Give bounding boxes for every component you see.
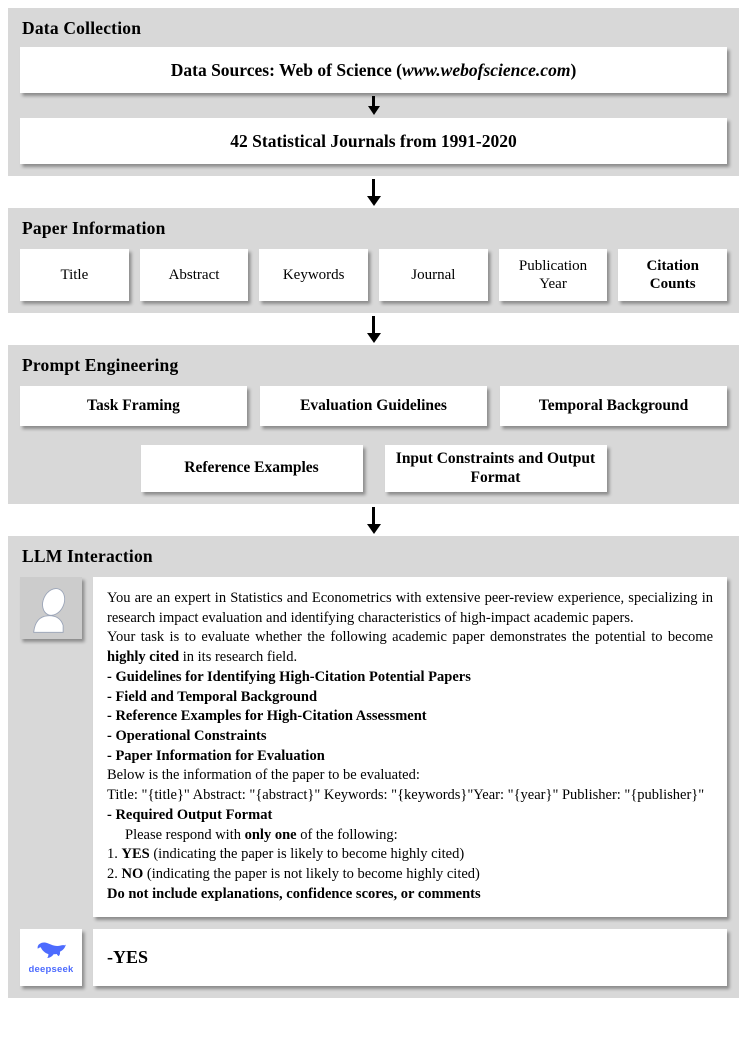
- prompt-no-explanations: Do not include explanations, confidence scores, or comments: [107, 885, 481, 902]
- prompt-paper-fields: Title: "{title}" Abstract: "{abstract}" Keywords: "{keywords}"Year: "{year}" Publisher: "{publisher}": [107, 787, 705, 804]
- prompt-respond-line: Please respond with only one of the following:: [125, 826, 398, 843]
- section-title-data-collection: Data Collection: [22, 18, 142, 38]
- prompt-bullet: - Guidelines for Identifying High-Citation Potential Papers: [107, 668, 471, 685]
- person-icon: [25, 582, 77, 634]
- prompt-bullet: - Paper Information for Evaluation: [107, 747, 325, 764]
- prompt-engineering-row2: [20, 445, 727, 492]
- prompt-paragraph: You are an expert in Statistics and Econometrics with extensive peer-review experience, specializing in research impact evaluation and identifying characteristics of high-impact academic papers.: [107, 590, 713, 626]
- data-sources-box: [20, 47, 727, 93]
- paper-info-box-abstract: [140, 249, 249, 301]
- reference-examples-box: [141, 445, 363, 492]
- paper-info-label: Publication Year: [518, 258, 588, 292]
- arrow-down-icon: [8, 504, 739, 536]
- llm-response-box: [93, 929, 727, 986]
- pe-label: Input Constraints and Output Format: [395, 449, 596, 486]
- llm-prompt-text: [93, 577, 727, 917]
- paper-information-boxes: [20, 249, 727, 301]
- temporal-background-box: [500, 386, 727, 426]
- paper-info-box-keywords: [259, 249, 368, 301]
- prompt-bullet: - Field and Temporal Background: [107, 688, 318, 705]
- evaluation-guidelines-box: [260, 386, 487, 426]
- pe-label: Reference Examples: [184, 459, 319, 477]
- llm-response-text: -YES: [107, 946, 149, 967]
- paper-info-label: Keywords: [282, 267, 345, 283]
- prompt-bullet: - Operational Constraints: [107, 728, 267, 745]
- paper-info-label: Citation Counts: [646, 258, 699, 292]
- arrow-down-icon: [20, 96, 727, 115]
- task-framing-box: [20, 386, 247, 426]
- input-constraints-box: [385, 445, 607, 492]
- section-data-collection: [8, 8, 739, 176]
- arrow-down-icon: [8, 313, 739, 345]
- section-prompt-engineering: [8, 345, 739, 504]
- journals-text: 42 Statistical Journals from 1991-2020: [230, 130, 517, 151]
- deepseek-wordmark: deepseek: [28, 964, 74, 975]
- section-llm-interaction: [8, 536, 739, 998]
- prompt-option-no: 2. NO (indicating the paper is not likely to become highly cited): [107, 866, 480, 883]
- paper-info-label: Abstract: [168, 267, 220, 283]
- paper-info-box-citation-counts: [618, 249, 727, 301]
- arrow-down-icon: [8, 176, 739, 208]
- prompt-required-format: - Required Output Format: [107, 806, 273, 823]
- pe-label: Evaluation Guidelines: [300, 397, 447, 414]
- section-title-prompt-engineering: Prompt Engineering: [22, 355, 179, 375]
- prompt-paragraph: Your task is to evaluate whether the following academic paper demonstrates the potential to become highly cited in its research field.: [107, 629, 713, 666]
- paper-info-box-journal: [379, 249, 488, 301]
- deepseek-whale-icon: [34, 939, 68, 963]
- journals-box: [20, 118, 727, 164]
- paper-info-label: Journal: [411, 267, 456, 283]
- section-paper-information: [8, 208, 739, 313]
- paper-info-box-publication-year: [499, 249, 608, 301]
- data-sources-url: www.webofscience.com: [401, 59, 571, 80]
- prompt-paragraph: Below is the information of the paper to be evaluated:: [107, 767, 420, 784]
- user-prompt-row: [20, 577, 727, 917]
- prompt-option-yes: 1. YES (indicating the paper is likely to become highly cited): [107, 846, 465, 863]
- user-avatar: [20, 577, 82, 639]
- deepseek-avatar: [20, 929, 82, 986]
- paper-info-label: Title: [60, 267, 89, 283]
- paper-info-box-title: [20, 249, 129, 301]
- section-title-paper-information: Paper Information: [22, 218, 166, 238]
- pe-label: Temporal Background: [538, 397, 689, 414]
- prompt-engineering-row1: [20, 386, 727, 426]
- llm-response-row: [20, 929, 727, 986]
- section-title-llm-interaction: LLM Interaction: [22, 546, 153, 566]
- prompt-bullet: - Reference Examples for High-Citation Assessment: [107, 708, 427, 725]
- pe-label: Task Framing: [87, 397, 180, 414]
- data-sources-text: Data Sources: Web of Science (www.webofscience.com): [170, 59, 577, 80]
